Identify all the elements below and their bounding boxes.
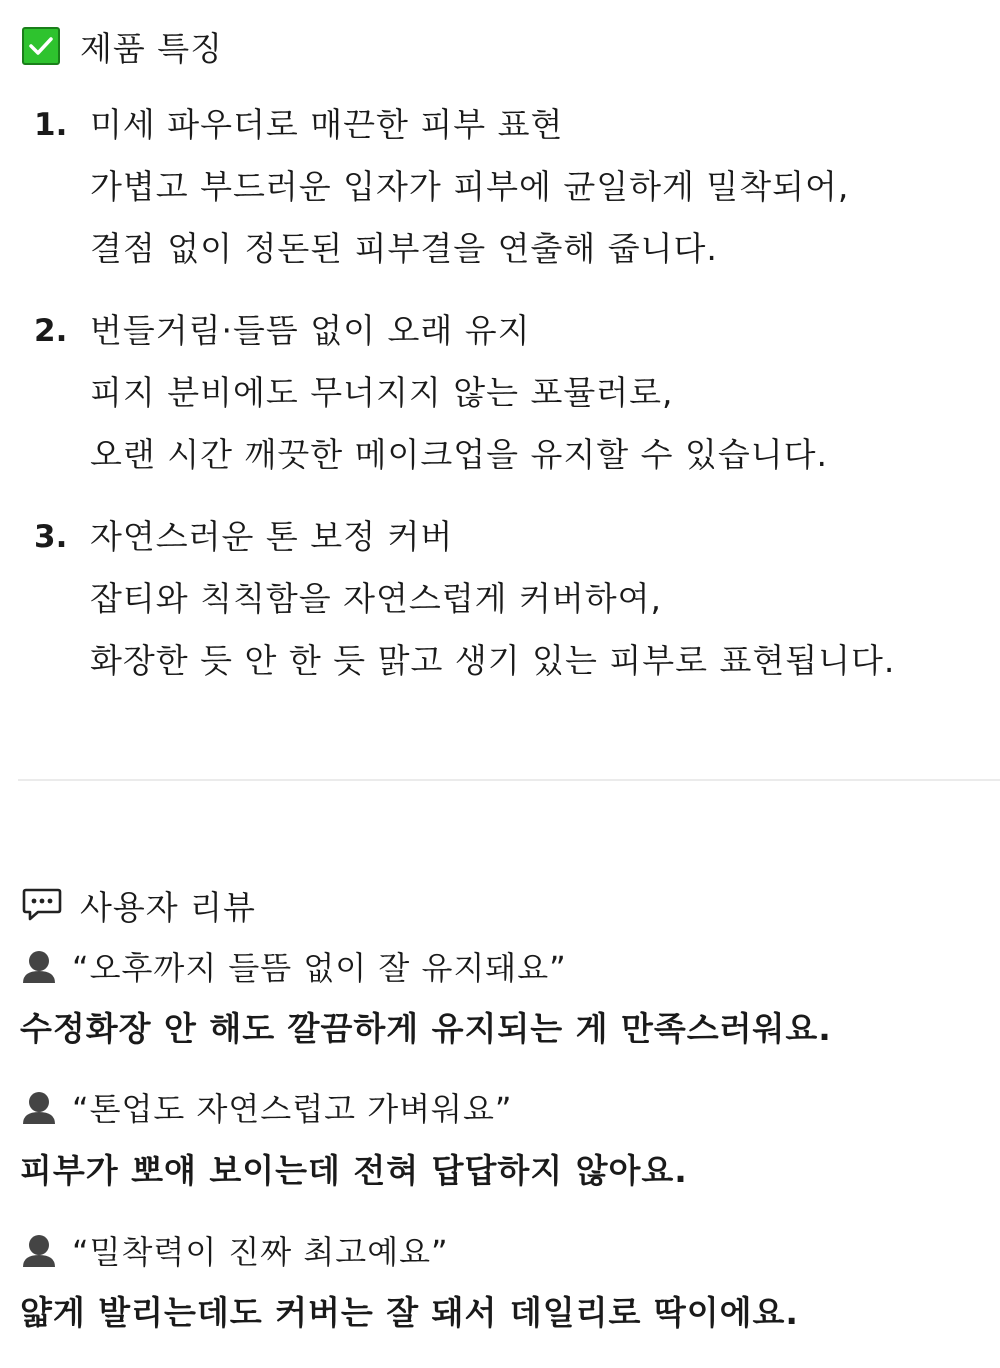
review-body: 얇게 발리는데도 커버는 잘 돼서 데일리로 딱이에요. xyxy=(20,1293,799,1332)
review-body: 피부가 뽀얘 보이는데 전혀 답답하지 않아요. xyxy=(20,1151,688,1190)
review-quote-text: “오후까지 들뜸 없이 잘 유지돼요” xyxy=(72,949,567,987)
feature-number: 1. xyxy=(34,107,68,143)
features-heading-label: 제품 특징 xyxy=(80,28,224,68)
feature-description-line: 가볍고 부드러운 입자가 피부에 균일하게 밀착되어, xyxy=(90,167,850,206)
reviews-heading-label: 사용자 리뷰 xyxy=(80,887,256,927)
review-quote-text: “톤업도 자연스럽고 가벼워요” xyxy=(72,1090,513,1128)
feature-number: 2. xyxy=(34,313,68,349)
speech-bubble-icon xyxy=(22,887,62,923)
review-quote xyxy=(20,1227,449,1273)
features-heading xyxy=(22,24,223,68)
feature-description-line: 피지 분비에도 무너지지 않는 포뮬러로, xyxy=(90,373,674,412)
review-quote xyxy=(20,943,567,989)
section-divider xyxy=(18,779,1000,781)
person-silhouette-icon xyxy=(20,1088,58,1126)
check-box-icon xyxy=(22,27,60,65)
review-quote-text: “밀착력이 진짜 최고예요” xyxy=(72,1233,449,1271)
feature-description-line: 결점 없이 정돈된 피부결을 연출해 줍니다. xyxy=(90,229,718,268)
review-body: 수정화장 안 해도 깔끔하게 유지되는 게 만족스러워요. xyxy=(20,1009,832,1048)
feature-title: 자연스러운 톤 보정 커버 xyxy=(90,517,454,556)
feature-description-line: 잡티와 칙칙함을 자연스럽게 커버하여, xyxy=(90,579,663,618)
feature-number: 3. xyxy=(34,519,68,555)
feature-title: 번들거림·들뜸 없이 오래 유지 xyxy=(90,311,531,350)
feature-description-line: 오랜 시간 깨끗한 메이크업을 유지할 수 있습니다. xyxy=(90,435,828,474)
person-silhouette-icon xyxy=(20,1231,58,1269)
feature-title: 미세 파우더로 매끈한 피부 표현 xyxy=(90,105,564,144)
person-silhouette-icon xyxy=(20,947,58,985)
review-quote xyxy=(20,1084,512,1130)
feature-description-line: 화장한 듯 안 한 듯 맑고 생기 있는 피부로 표현됩니다. xyxy=(90,641,896,680)
reviews-heading xyxy=(22,882,256,928)
